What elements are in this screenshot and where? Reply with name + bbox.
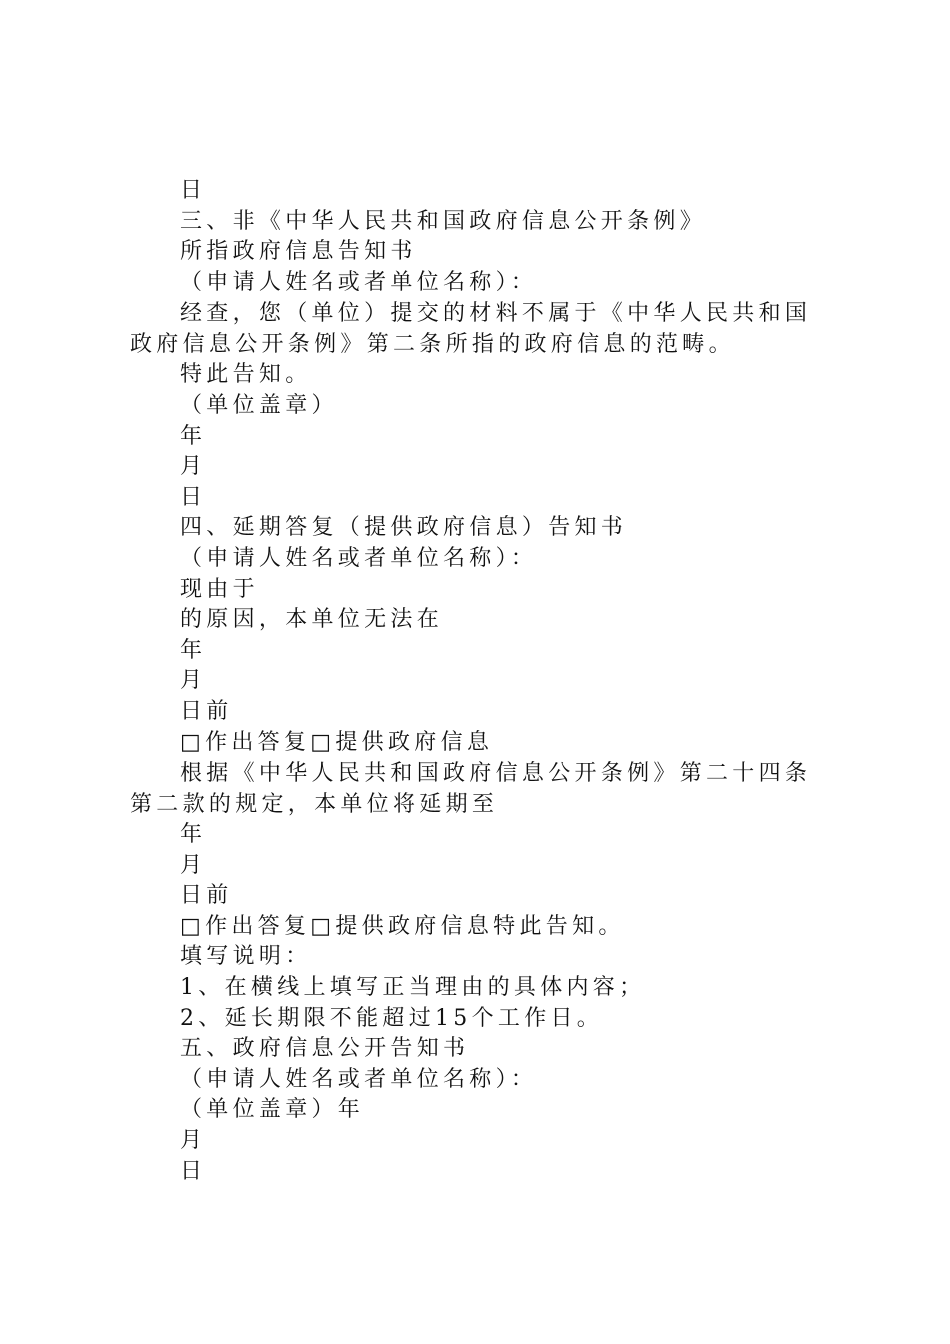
instruction-item-2: 2、延长期限不能超过15个工作日。 — [180, 1005, 604, 1031]
text-line-day: 日 — [180, 178, 207, 203]
date-month: 月 — [180, 454, 207, 480]
applicant-name-line: （申请人姓名或者单位名称）： — [180, 269, 538, 295]
date-day: 日 — [180, 1158, 207, 1184]
reason-line-cont: 的原因，本单位无法在 — [180, 607, 444, 633]
section-four-body: 根据《中华人民共和国政府信息公开条例》第二十四条第二款的规定，本单位将延期至 — [130, 761, 812, 818]
section-three-heading: 三、非《中华人民共和国政府信息公开条例》 — [180, 208, 707, 234]
date-month: 月 — [180, 668, 207, 694]
instruction-item-1: 1、在横线上填写正当理由的具体内容； — [180, 975, 646, 1001]
applicant-name-line: （申请人姓名或者单位名称）： — [180, 1066, 538, 1092]
section-four-heading: 四、延期答复（提供政府信息）告知书 — [180, 515, 628, 541]
checkbox-options-line: □作出答复□提供政府信息 — [180, 729, 494, 755]
date-year: 年 — [180, 637, 207, 663]
seal-year-line: （单位盖章）年 — [180, 1097, 365, 1123]
date-year: 年 — [180, 423, 207, 449]
seal-line: （单位盖章） — [180, 392, 338, 418]
section-three-heading-cont: 所指政府信息告知书 — [180, 239, 417, 265]
date-month: 月 — [180, 1128, 207, 1154]
reason-line: 现由于 — [180, 576, 259, 602]
instructions-heading: 填写说明： — [180, 944, 312, 970]
section-five-heading: 五、政府信息公开告知书 — [180, 1036, 470, 1062]
date-year: 年 — [180, 822, 207, 848]
date-day: 日 — [180, 484, 207, 510]
applicant-name-line: （申请人姓名或者单位名称）： — [180, 545, 538, 571]
checkbox-options-closing: □作出答复□提供政府信息特此告知。 — [180, 913, 625, 939]
document-body — [130, 176, 832, 1187]
date-day-before: 日前 — [180, 883, 233, 909]
section-three-body: 经查，您（单位）提交的材料不属于《中华人民共和国政府信息公开条例》第二条所指的政府信息的范畴。 — [130, 301, 812, 358]
date-day-before: 日前 — [180, 698, 233, 724]
date-month: 月 — [180, 852, 207, 878]
notice-closing: 特此告知。 — [180, 362, 312, 388]
